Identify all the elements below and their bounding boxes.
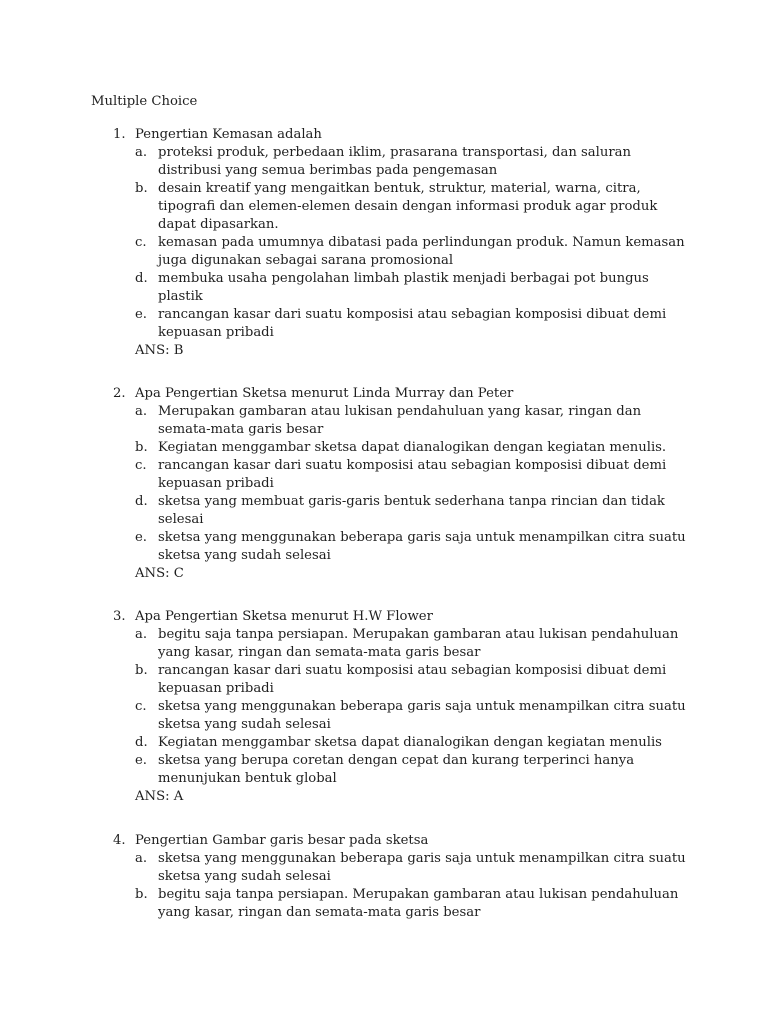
option-text: sketsa yang menggunakan beberapa garis saja untuk menampilkan citra suatu sketsa yang sudah selesai	[158, 699, 686, 732]
option-letter: e.	[135, 753, 147, 768]
option-text: desain kreatif yang mengaitkan bentuk, struktur, material, warna, citra, tipografi dan elemen-elemen desain dengan informasi produk agar produk dapat dipasarkan.	[158, 181, 658, 232]
answer-key: ANS: B	[135, 343, 184, 358]
option-text: rancangan kasar dari suatu komposisi atau sebagian komposisi dibuat demi kepuasan pribadi	[158, 307, 667, 340]
option-letter: d.	[135, 271, 148, 286]
option-c	[135, 698, 693, 734]
option-b	[135, 439, 693, 457]
option-b	[135, 662, 693, 698]
option-a	[135, 626, 693, 662]
option-e	[135, 529, 693, 565]
option-letter: b.	[135, 440, 148, 455]
answer-key: ANS: A	[135, 789, 184, 804]
question-text: Pengertian Gambar garis besar pada sketsa	[135, 833, 429, 848]
option-letter: c.	[135, 458, 147, 473]
question-text: Pengertian Kemasan adalah	[135, 127, 322, 142]
question-3	[113, 608, 693, 806]
question-header	[113, 608, 693, 626]
question-number: 4.	[113, 833, 126, 848]
question-number: 2.	[113, 386, 126, 401]
option-list	[113, 850, 693, 922]
question-1	[113, 126, 693, 360]
option-letter: c.	[135, 699, 147, 714]
option-list	[113, 626, 693, 788]
option-text: sketsa yang menggunakan beberapa garis saja untuk menampilkan citra suatu sketsa yang sudah selesai	[158, 530, 686, 563]
option-a	[135, 850, 693, 886]
option-c	[135, 234, 693, 270]
option-text: rancangan kasar dari suatu komposisi atau sebagian komposisi dibuat demi kepuasan pribadi	[158, 663, 667, 696]
option-b	[135, 180, 693, 234]
option-text: Merupakan gambaran atau lukisan pendahuluan yang kasar, ringan dan semata-mata garis besar	[158, 404, 642, 437]
option-letter: d.	[135, 735, 148, 750]
question-header	[113, 385, 693, 403]
option-c	[135, 457, 693, 493]
option-letter: a.	[135, 627, 148, 642]
question-text: Apa Pengertian Sketsa menurut Linda Murray dan Peter	[135, 386, 514, 401]
question-text: Apa Pengertian Sketsa menurut H.W Flower	[135, 609, 433, 624]
option-text: rancangan kasar dari suatu komposisi atau sebagian komposisi dibuat demi kepuasan pribadi	[158, 458, 667, 491]
option-letter: e.	[135, 307, 147, 322]
option-text: proteksi produk, perbedaan iklim, prasarana transportasi, dan saluran distribusi yang semua berimbas pada pengemasan	[158, 145, 632, 178]
question-number: 1.	[113, 127, 126, 142]
option-d	[135, 734, 693, 752]
option-a	[135, 403, 693, 439]
answer-key: ANS: C	[135, 566, 184, 581]
question-header	[113, 126, 693, 144]
option-text: begitu saja tanpa persiapan. Merupakan gambaran atau lukisan pendahuluan yang kasar, ringan dan semata-mata garis besar	[158, 887, 679, 920]
question-2	[113, 385, 693, 583]
option-letter: b.	[135, 887, 148, 902]
option-letter: c.	[135, 235, 147, 250]
option-letter: d.	[135, 494, 148, 509]
option-b	[135, 886, 693, 922]
option-letter: b.	[135, 181, 148, 196]
question-header	[113, 832, 693, 850]
question-number: 3.	[113, 609, 126, 624]
document-title: Multiple Choice	[91, 94, 198, 109]
question-4	[113, 832, 693, 922]
option-letter: a.	[135, 404, 148, 419]
option-letter: a.	[135, 145, 148, 160]
option-text: sketsa yang berupa coretan dengan cepat dan kurang terperinci hanya menunjukan bentuk global	[158, 753, 635, 786]
option-d	[135, 493, 693, 529]
option-list	[113, 403, 693, 565]
option-text: membuka usaha pengolahan limbah plastik menjadi berbagai pot bungus plastik	[158, 271, 649, 304]
option-text: begitu saja tanpa persiapan. Merupakan gambaran atau lukisan pendahuluan yang kasar, ringan dan semata-mata garis besar	[158, 627, 679, 660]
option-text: kemasan pada umumnya dibatasi pada perlindungan produk. Namun kemasan juga digunakan sebagai sarana promosional	[158, 235, 685, 268]
option-text: Kegiatan menggambar sketsa dapat dianalogikan dengan kegiatan menulis	[158, 735, 662, 750]
option-letter: a.	[135, 851, 148, 866]
option-e	[135, 752, 693, 788]
option-e	[135, 306, 693, 342]
option-d	[135, 270, 693, 306]
option-letter: b.	[135, 663, 148, 678]
option-text: Kegiatan menggambar sketsa dapat dianalogikan dengan kegiatan menulis.	[158, 440, 667, 455]
option-letter: e.	[135, 530, 147, 545]
option-text: sketsa yang menggunakan beberapa garis saja untuk menampilkan citra suatu sketsa yang sudah selesai	[158, 851, 686, 884]
option-a	[135, 144, 693, 180]
option-text: sketsa yang membuat garis-garis bentuk sederhana tanpa rincian dan tidak selesai	[158, 494, 665, 527]
option-list	[113, 144, 693, 342]
